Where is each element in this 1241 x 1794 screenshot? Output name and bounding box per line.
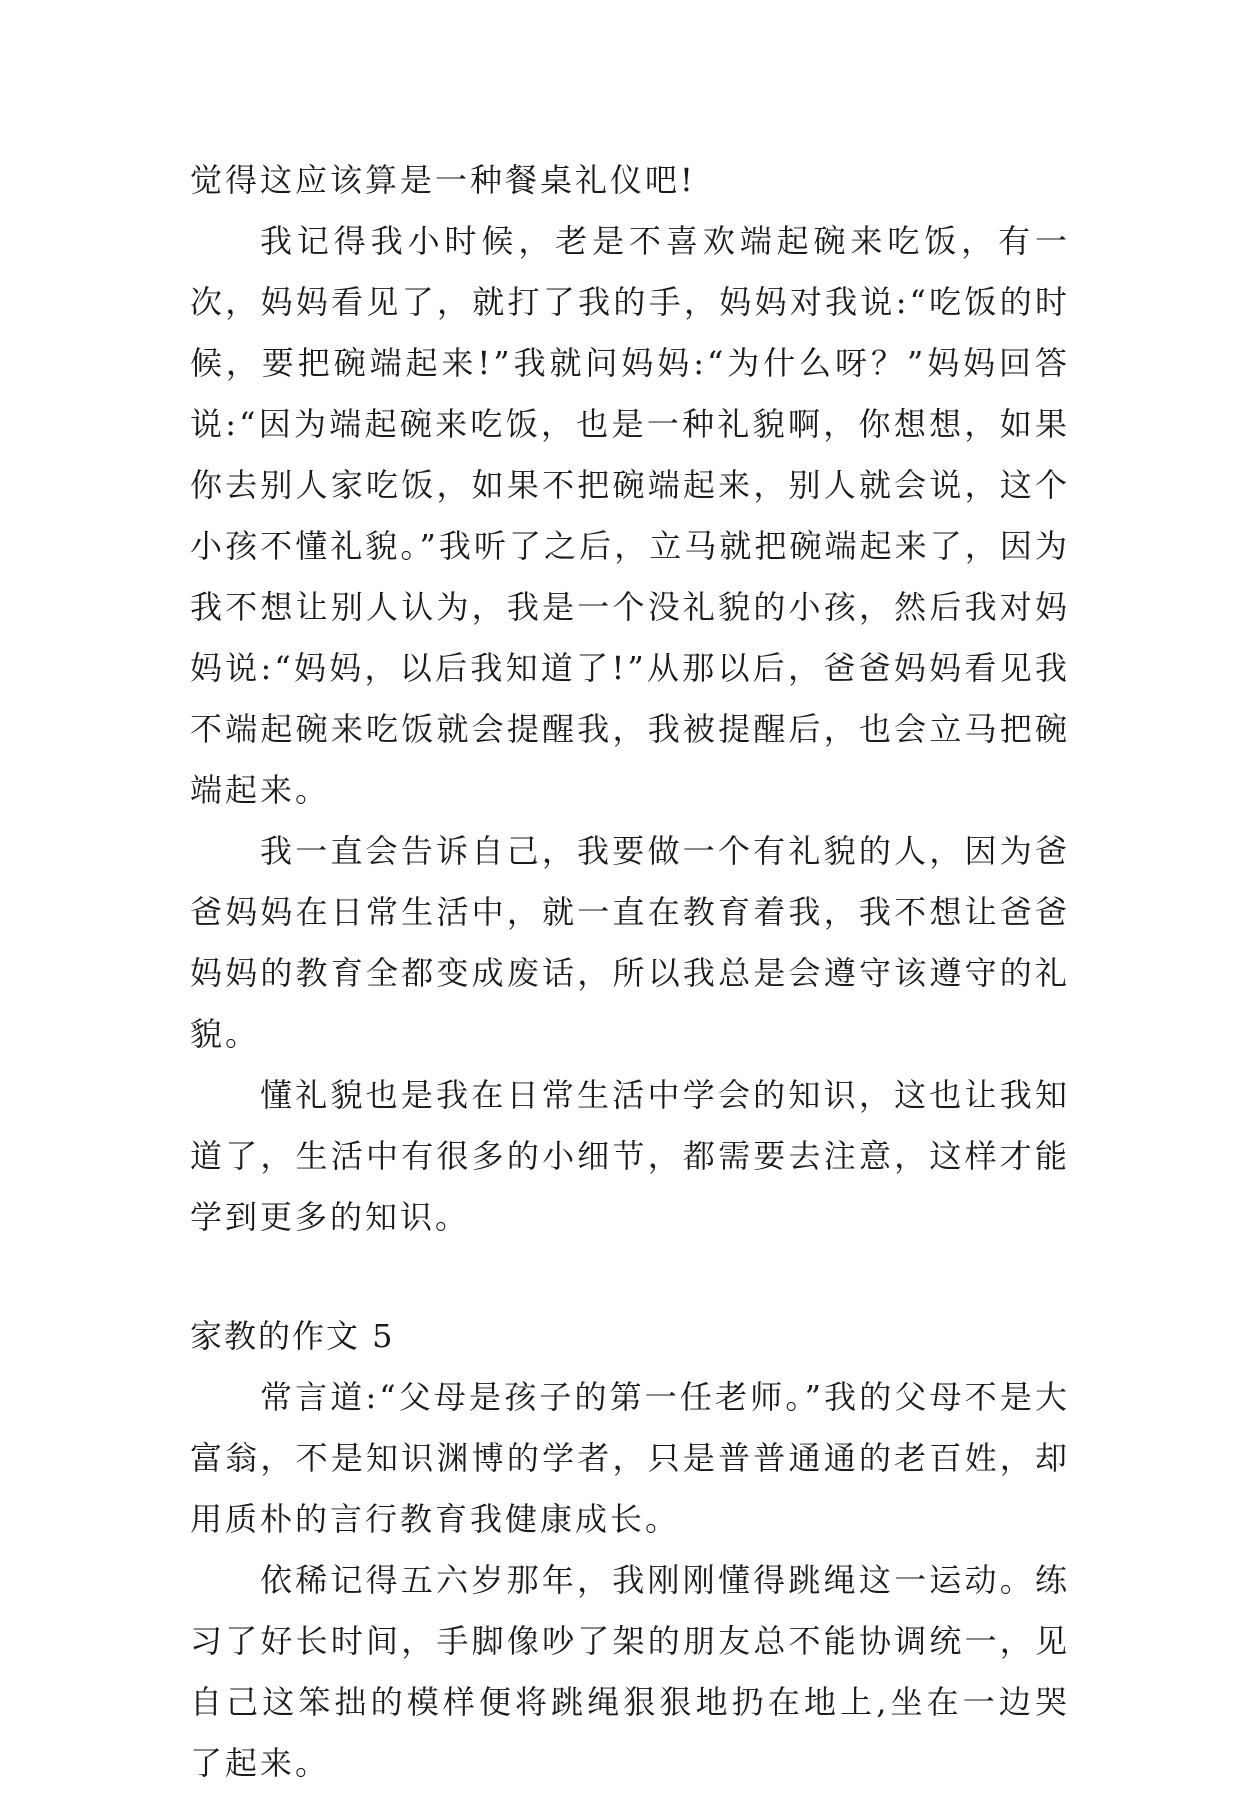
paragraph-continued: 觉得这应该算是一种餐桌礼仪吧!: [190, 161, 696, 199]
paragraph-polite-person: 我一直会告诉自己，我要做一个有礼貌的人，因为爸爸妈妈在日常生活中，就一直在教育着我，我不想让爸爸妈妈的教育全都变成废话，所以我总是会遵守该遵守的礼貌。: [190, 832, 1070, 1053]
document-page: [190, 150, 1070, 1794]
section-title: 家教的作文 5: [190, 1317, 395, 1355]
paragraph-parents-teachers: 常言道:“父母是孩子的第一任老师。”我的父母不是大富翁，不是知识渊博的学者，只是普普通通的老百姓，却用质朴的言行教育我健康成长。: [190, 1378, 1070, 1538]
paragraph-jump-rope: 依稀记得五六岁那年，我刚刚懂得跳绳这一运动。练习了好长时间，手脚像吵了架的朋友总不能协调统一，见自己这笨拙的模样便将跳绳狠狠地扔在地上,坐在一边哭了起来。: [190, 1561, 1070, 1782]
paragraph-bowl-story: 我记得我小时候，老是不喜欢端起碗来吃饭，有一次，妈妈看见了，就打了我的手，妈妈对我说:“吃饭的时候，要把碗端起来!”我就问妈妈:“为什么呀？”妈妈回答说:“因为端起碗来吃饭，也是一种礼貌啊，你想想，如果你去别人家吃饭，如果不把碗端起来，别人就会说，这个小孩不懂礼貌。”我听了之后，立马就把碗端起来了，因为我不想让别人认为，我是一个没礼貌的小孩，然后我对妈妈说:“妈妈，以后我知道了!”从那以后，爸爸妈妈看见我不端起碗来吃饭就会提醒我，我被提醒后，也会立马把碗端起来。: [190, 222, 1070, 809]
paragraph-knowledge: 懂礼貌也是我在日常生活中学会的知识，这也让我知道了，生活中有很多的小细节，都需要去注意，这样才能学到更多的知识。: [190, 1076, 1070, 1236]
